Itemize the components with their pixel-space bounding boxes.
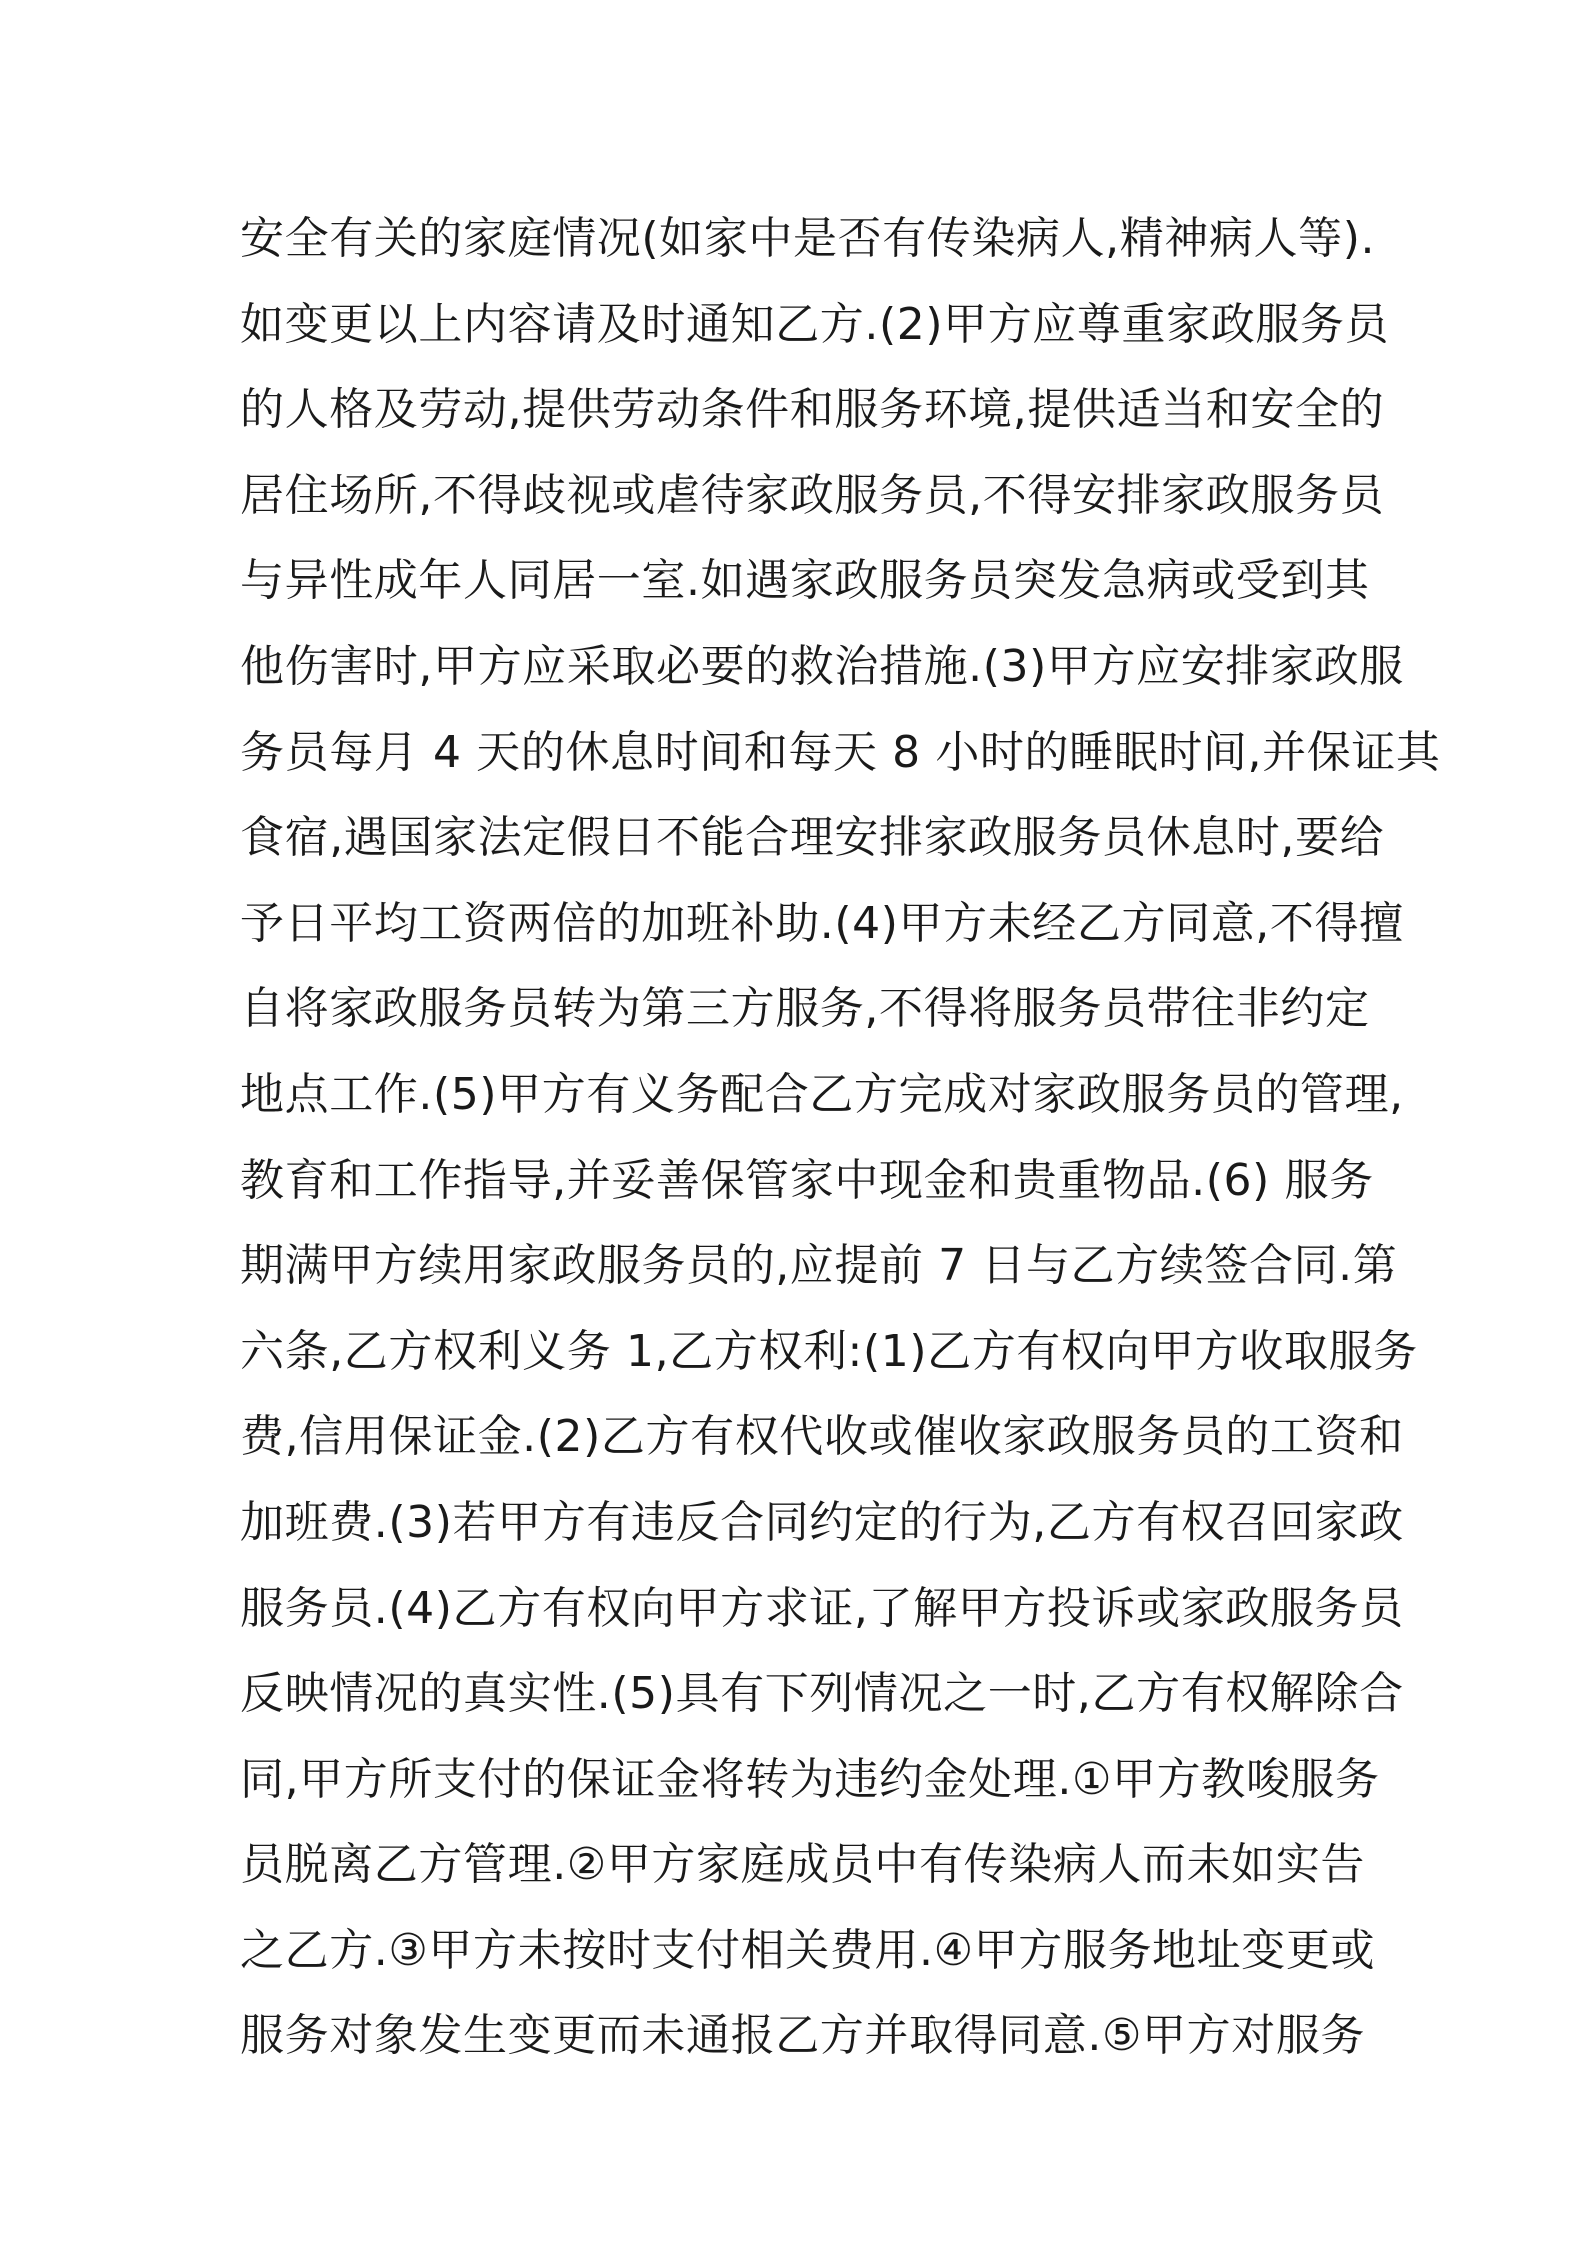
text-line-11: 地点工作.(5)甲方有义务配合乙方完成对家政服务员的管理, [240, 1068, 1404, 1120]
text-line-5: 与异性成年人同居一室.如遇家政服务员突发急病或受到其 [240, 555, 1370, 607]
text-line-4: 居住场所,不得歧视或虐待家政服务员,不得安排家政服务员 [240, 469, 1385, 521]
text-line-7: 务员每月 4 天的休息时间和每天 8 小时的睡眠时间,并保证其 [240, 726, 1441, 778]
text-line-8: 食宿,遇国家法定假日不能合理安排家政服务员休息时,要给 [240, 812, 1385, 864]
text-line-1: 安全有关的家庭情况(如家中是否有传染病人,精神病人等). [240, 213, 1376, 264]
text-line-12: 教育和工作指导,并妥善保管家中现金和贵重物品.(6) 服务 [240, 1154, 1374, 1206]
text-line-9: 予日平均工资两倍的加班补助.(4)甲方未经乙方同意,不得擅 [240, 897, 1404, 949]
text-line-6: 他伤害时,甲方应采取必要的救治措施.(3)甲方应安排家政服 [240, 640, 1404, 692]
text-line-13: 期满甲方续用家政服务员的,应提前 7 日与乙方续签合同.第 [240, 1240, 1398, 1292]
text-line-15: 费,信用保证金.(2)乙方有权代收或催收家政服务员的工资和 [240, 1411, 1404, 1463]
text-line-18: 反映情况的真实性.(5)具有下列情况之一时,乙方有权解除合 [240, 1668, 1404, 1720]
text-line-14: 六条,乙方权利义务 1,乙方权利:(1)乙方有权向甲方收取服务 [240, 1325, 1418, 1377]
text-line-17: 服务员.(4)乙方有权向甲方求证,了解甲方投诉或家政服务员 [240, 1582, 1404, 1634]
text-line-10: 自将家政服务员转为第三方服务,不得将服务员带往非约定 [240, 983, 1370, 1035]
text-line-22: 服务对象发生变更而未通报乙方并取得同意.⑤甲方对服务 [240, 2010, 1366, 2062]
text-line-3: 的人格及劳动,提供劳动条件和服务环境,提供适当和安全的 [240, 384, 1385, 436]
text-line-20: 员脱离乙方管理.②甲方家庭成员中有传染病人而未如实告 [240, 1839, 1366, 1891]
text-line-19: 同,甲方所支付的保证金将转为违约金处理.①甲方教唆服务 [240, 1753, 1380, 1805]
text-line-16: 加班费.(3)若甲方有违反合同约定的行为,乙方有权召回家政 [240, 1496, 1404, 1548]
contract-text [240, 196, 1441, 2079]
text-line-21: 之乙方.③甲方未按时支付相关费用.④甲方服务地址变更或 [240, 1924, 1376, 1976]
text-line-2: 如变更以上内容请及时通知乙方.(2)甲方应尊重家政服务员 [240, 298, 1390, 350]
